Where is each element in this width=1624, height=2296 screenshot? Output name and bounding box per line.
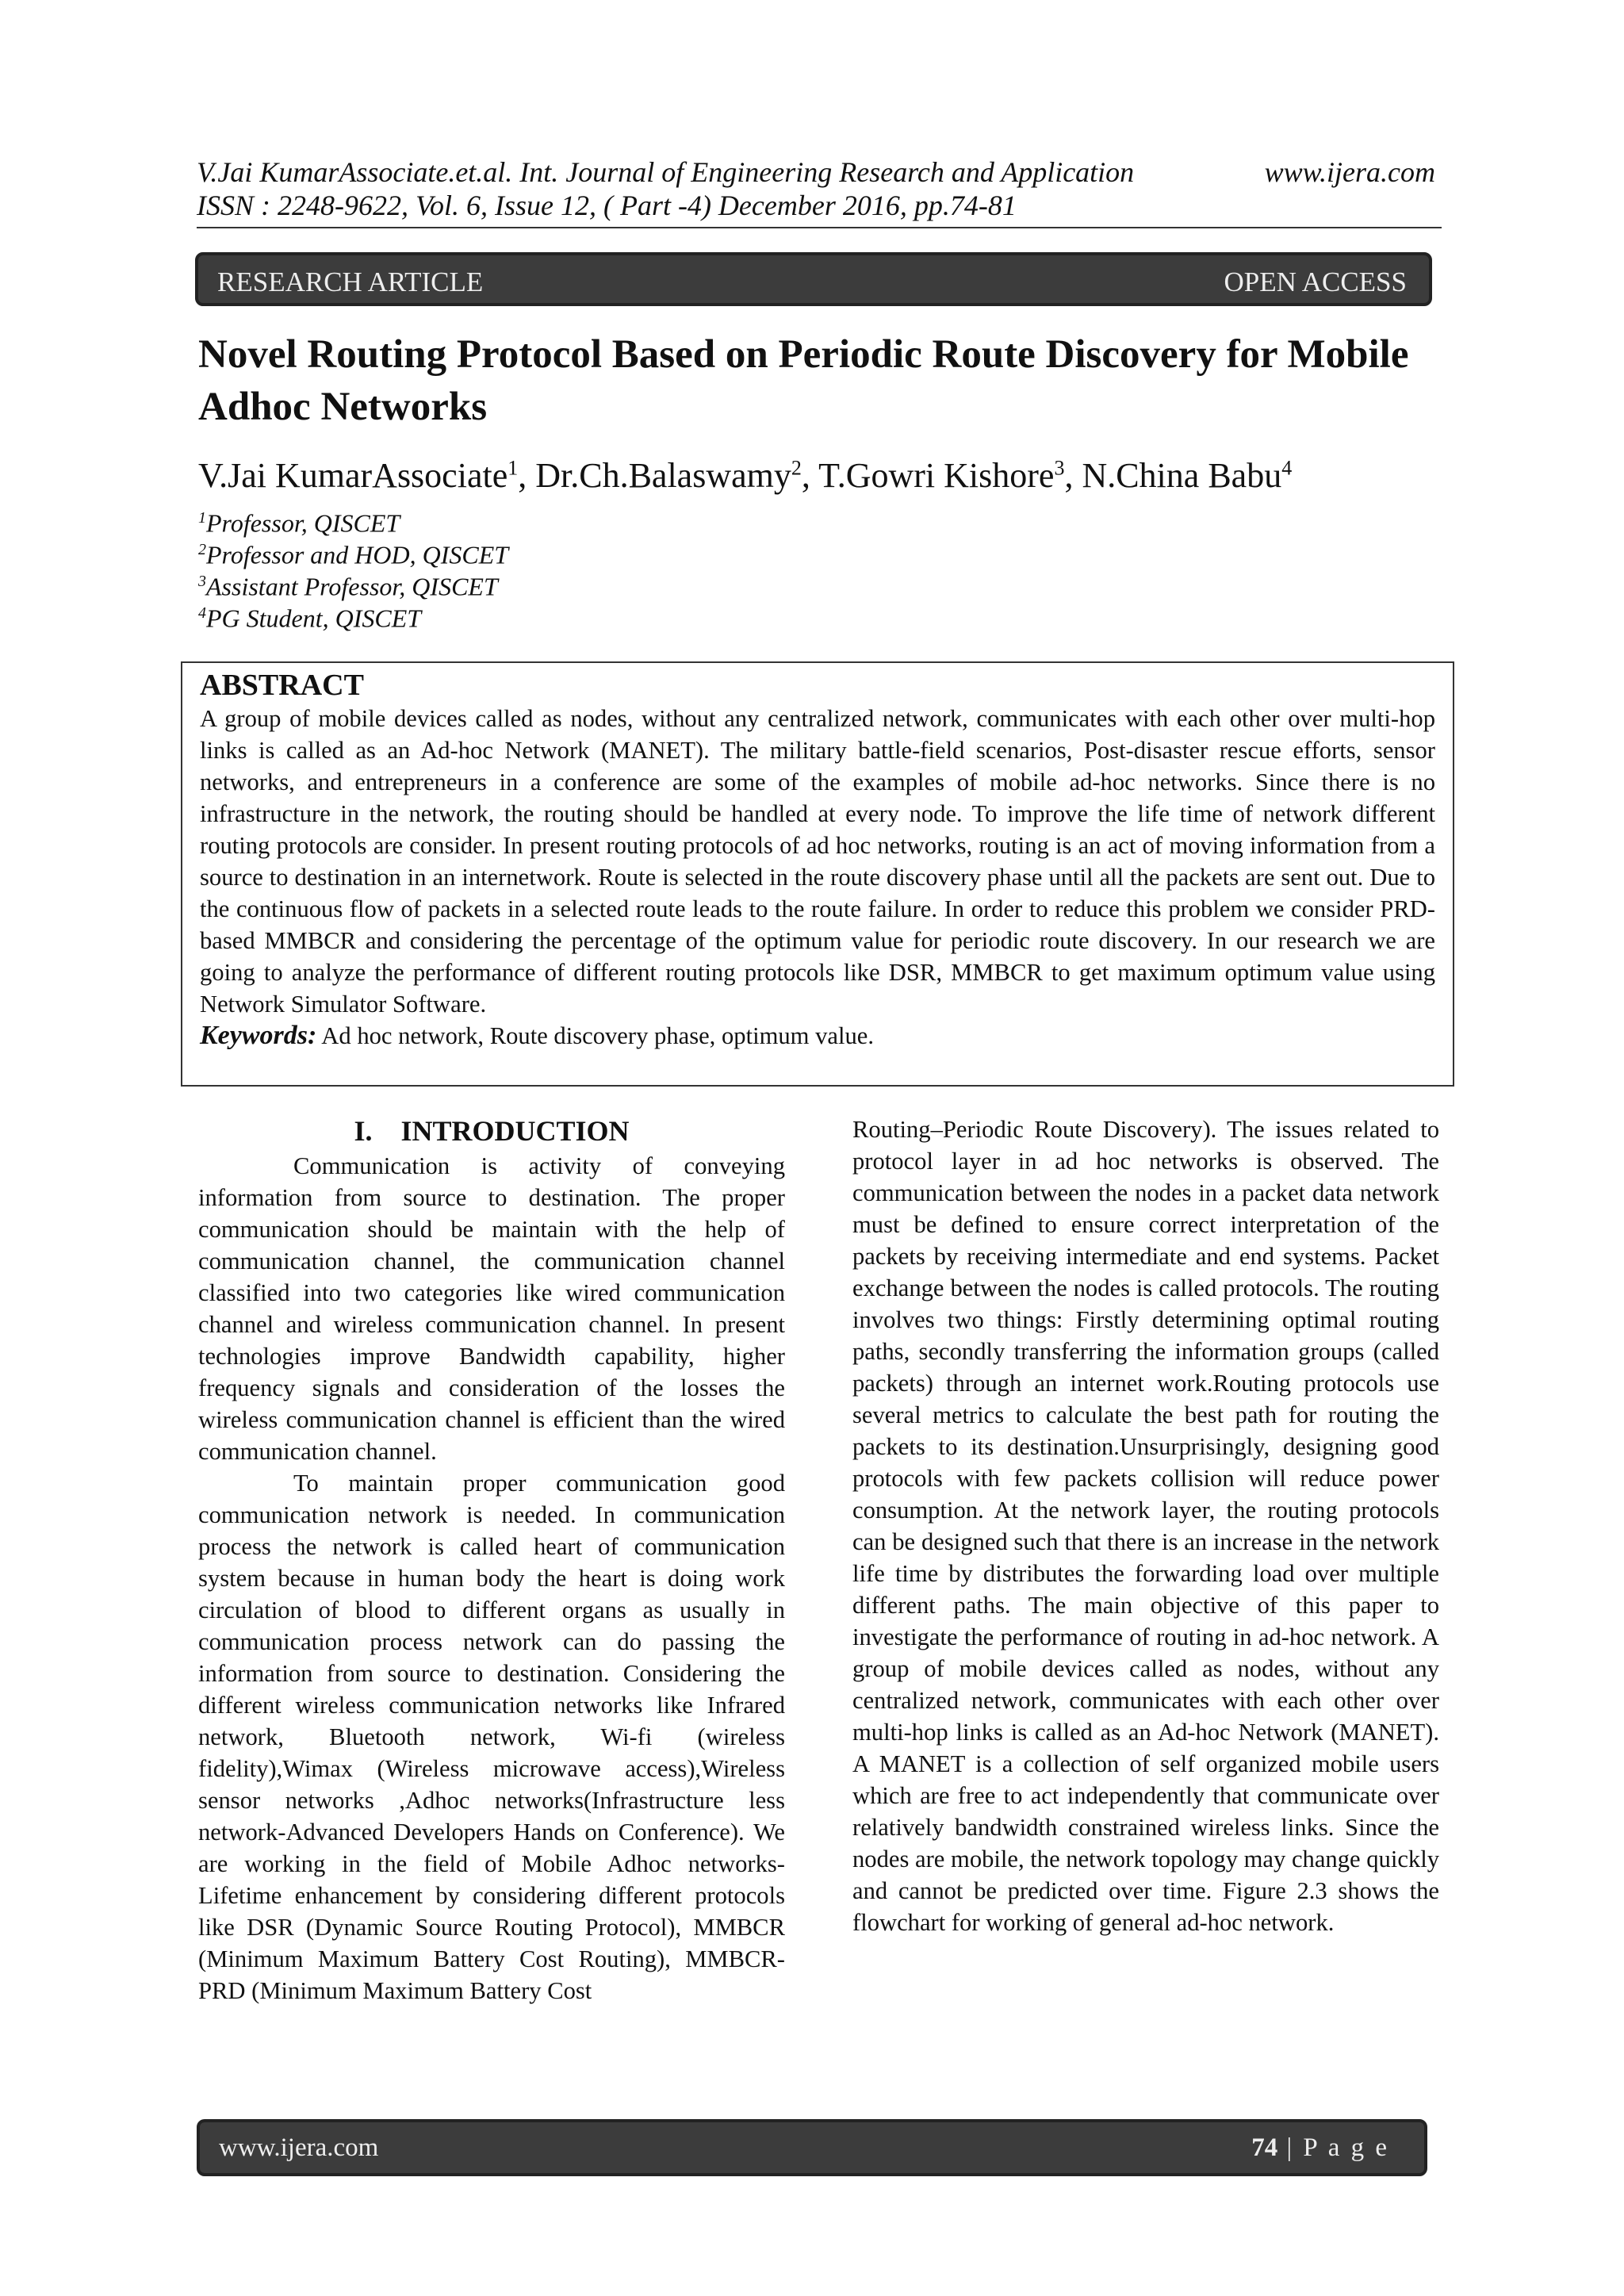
keywords-label: Keywords: bbox=[200, 1021, 317, 1050]
author-sep: , bbox=[518, 456, 536, 495]
affiliation-text: PG Student, QISCET bbox=[206, 604, 422, 633]
page-number: 74 bbox=[1251, 2133, 1278, 2162]
research-article-label: RESEARCH ARTICLE bbox=[217, 266, 484, 297]
author-sup: 3 bbox=[1054, 456, 1065, 480]
affiliation-sup: 1 bbox=[198, 509, 206, 527]
page-number-block bbox=[1251, 2133, 1389, 2163]
author-sup: 2 bbox=[791, 456, 802, 480]
author-sep: , bbox=[1064, 456, 1082, 495]
intro-paragraph-3: Routing–Periodic Route Discovery). The issues related to protocol layer in ad hoc networks is observed. The communication between the nodes in a packet data network must be defined to ensure correct interpretation of the packets by receiving intermediate and end systems. Packet exchange between the nodes is called protocols. The routing involves two things: Firstly determining optimal routing paths, secondly transferring the information groups (called packets) through an internet work.Routing protocols use several metrics to calculate the best path for routing the packets to its destination.Unsurprisingly, designing good protocols with few packets collision will reduce power consumption. At the network layer, the routing protocols can be designed such that there is an increase in the network life time by distributes the forwarding load over multiple different paths. The main objective of this paper to investigate the performance of routing in ad-hoc network. A group of mobile devices called as nodes, without any centralized network, communicates with each other over multi-hop links is called as an Ad-hoc Network (MANET). A MANET is a collection of self organized mobile users which are free to act independently that communicate over relatively bandwidth constrained wireless links. Since the nodes are mobile, the network topology may change quickly and cannot be predicted over time. Figure 2.3 shows the flowchart for working of general ad-hoc network. bbox=[852, 1116, 1440, 1936]
header-divider bbox=[197, 227, 1442, 228]
author-sup: 4 bbox=[1281, 456, 1293, 480]
paper-title: Novel Routing Protocol Based on Periodic Route Discovery for Mobile Adhoc Networks bbox=[198, 332, 1409, 429]
author-sep: , bbox=[801, 456, 819, 495]
affiliation-text: Professor, QISCET bbox=[206, 508, 400, 538]
affiliation bbox=[198, 503, 400, 539]
journal-header-line1: V.Jai KumarAssociate.et.al. Int. Journal of Engineering Research and Application bbox=[197, 156, 1135, 188]
affiliation bbox=[198, 535, 508, 570]
page-footer bbox=[197, 2119, 1427, 2176]
author-name: N.China Babu bbox=[1082, 456, 1282, 495]
affiliation bbox=[198, 598, 421, 634]
author-name: Dr.Ch.Balaswamy bbox=[535, 456, 791, 495]
affiliation bbox=[198, 566, 498, 602]
intro-paragraph-2: To maintain proper communication good communication network is needed. In communication process the network is called heart of communication system because in human body the heart is doing work circulation of blood to different organs as usually in communication process network can do passing the information from source to destination. Considering the different wireless communication networks like Infrared network, Bluetooth network, Wi-fi (wireless fidelity),Wimax (Wireless microwave access),Wireless sensor networks ,Adhoc networks(Infrastructure less network-Advanced Developers Hands on Conference). We are working in the field of Mobile Adhoc networks- Lifetime enhancement by considering different protocols like DSR (Dynamic Source Routing Protocol), MMBCR (Minimum Maximum Battery Cost Routing), MMBCR-PRD (Minimum Maximum Battery Cost bbox=[198, 1470, 785, 2004]
open-access-label: OPEN ACCESS bbox=[1224, 266, 1407, 297]
keywords-text: Ad hoc network, Route discovery phase, optimum value. bbox=[321, 1022, 875, 1049]
footer-url: www.ijera.com bbox=[219, 2133, 379, 2162]
author-name: V.Jai KumarAssociate bbox=[198, 456, 508, 495]
intro-paragraph-1: Communication is activity of conveying information from source to destination. The proper communication should be maintain with the help of communication channel, the communication channel classified into two categories like wired communication channel and wireless communication channel. In present technologies improve Bandwidth capability, higher frequency signals and consideration of the losses the wireless communication channel is efficient than the wired communication channel. bbox=[198, 1152, 785, 1465]
section-heading-introduction: I. INTRODUCTION bbox=[354, 1115, 630, 1147]
author-list bbox=[198, 455, 1292, 496]
right-column bbox=[852, 1114, 1439, 1938]
page-label: | P a g e bbox=[1286, 2133, 1389, 2162]
author-name: T.Gowri Kishore bbox=[818, 456, 1055, 495]
affiliation-sup: 2 bbox=[198, 541, 206, 558]
article-type-banner bbox=[195, 252, 1432, 306]
affiliation-sup: 3 bbox=[198, 573, 206, 590]
affiliation-text: Professor and HOD, QISCET bbox=[206, 540, 509, 569]
affiliation-text: Assistant Professor, QISCET bbox=[206, 572, 498, 601]
affiliation-sup: 4 bbox=[198, 604, 206, 622]
keywords-line bbox=[200, 1020, 1435, 1052]
left-column bbox=[198, 1114, 785, 2007]
header-url: www.ijera.com bbox=[1264, 156, 1435, 188]
journal-header-line2: ISSN : 2248-9622, Vol. 6, Issue 12, ( Part -4) December 2016, pp.74-81 bbox=[197, 190, 1017, 221]
abstract-text: A group of mobile devices called as nodes, without any centralized network, communicates with each other over multi-hop links is called as an Ad-hoc Network (MANET). The military battle-field scenarios, Post-disaster rescue efforts, sensor networks, and entrepreneurs in a conference are some of the examples of mobile ad-hoc networks. Since there is no infrastructure in the network, the routing should be handled at every node. To improve the life time of network different routing protocols are consider. In present routing protocols of ad hoc networks, routing is an act of moving information from a source to destination in an internetwork. Route is selected in the route discovery phase until all the packets are sent out. Due to the continuous flow of packets in a selected route leads to the route failure. In order to reduce this problem we consider PRD-based MMBCR and considering the percentage of the optimum value for periodic route discovery. In our research we are going to analyze the performance of different routing protocols like DSR, MMBCR to get maximum optimum value using Network Simulator Software. bbox=[200, 705, 1435, 1018]
author-sup: 1 bbox=[508, 456, 519, 480]
abstract-box bbox=[181, 661, 1454, 1087]
abstract-heading: ABSTRACT bbox=[200, 669, 364, 702]
